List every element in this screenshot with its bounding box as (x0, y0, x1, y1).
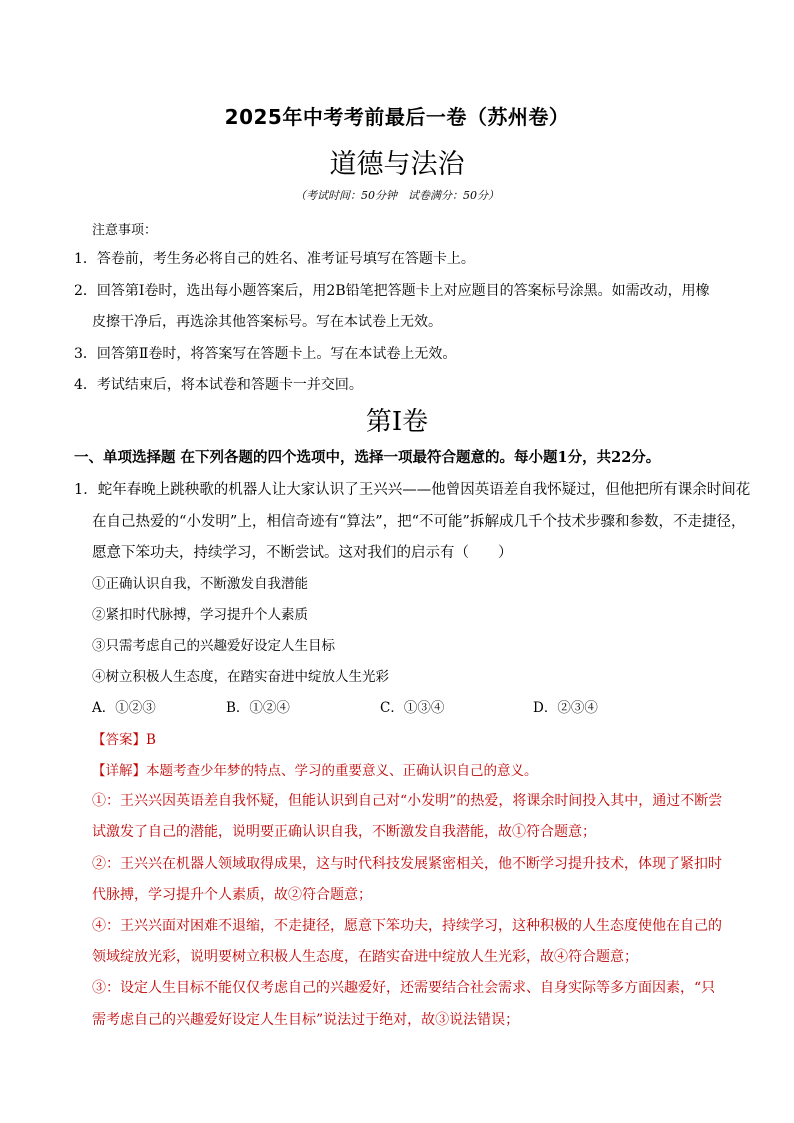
subject-title: 道德与法治 (329, 149, 465, 180)
option-b: B．①②④ (226, 700, 290, 716)
notice-item-continued: 皮擦干净后，再选涂其他答案标号。写在本试卷上无效。 (92, 314, 442, 330)
statement-2: ②紧扣时代脉搏，学习提升个人素质 (92, 607, 308, 623)
notice-item: 4．考试结束后，将本试卷和答题卡一并交回。 (74, 377, 363, 393)
explanation-line: 需考虑自己的兴趣爱好设定人生目标”说法过于绝对，故③说法错误； (92, 1012, 520, 1028)
notice-item: 3．回答第Ⅱ卷时，将答案写在答题卡上。写在本试卷上无效。 (74, 346, 457, 362)
option-c: C．①③④ (380, 700, 445, 716)
question-stem-line: 愿意下笨功夫，持续学习，不断尝试。这对我们的启示有（ ） (92, 545, 513, 561)
exam-info: （考试时间：50分钟 试卷满分：50分） (295, 189, 499, 202)
explanation-label: 【详解】 (92, 763, 146, 779)
explanation-line: 领域绽放光彩，说明要树立积极人生态度，在踏实奋进中绽放人生光彩，故④符合题意； (92, 949, 638, 965)
option-a: A．①②③ (92, 700, 156, 716)
section-heading: 一、单项选择题 在下列各题的四个选项中，选择一项最符合题意的。每小题1分，共22分。 (74, 449, 661, 466)
statement-3: ③只需考虑自己的兴趣爱好设定人生目标 (92, 638, 335, 654)
notice-item: 1．答卷前，考生务必将自己的姓名、准考证号填写在答题卡上。 (74, 251, 475, 267)
volume-title: 第Ⅰ卷 (365, 407, 429, 437)
explanation-summary (92, 759, 538, 779)
notice-heading: 注意事项： (92, 223, 158, 238)
explanation-line: ①：王兴兴因英语差自我怀疑，但能认识到自己对“小发明”的热爱，将课余时间投入其中，通过不断尝 (92, 793, 723, 809)
notice-item: 2．回答第Ⅰ卷时，选出每小题答案后，用2B铅笔把答题卡上对应题目的答案标号涂黑。如需改动，用橡 (74, 283, 710, 299)
statement-4: ④树立积极人生态度，在踏实奋进中绽放人生光彩 (92, 669, 389, 685)
explanation-line: ④：王兴兴面对困难不退缩，不走捷径，愿意下笨功夫，持续学习，这种积极的人生态度使他在自己的 (92, 918, 722, 934)
option-d: D．②③④ (533, 700, 598, 716)
explanation-line: 代脉搏，学习提升个人素质，故②符合题意； (92, 887, 372, 903)
answer: 【答案】B (92, 732, 156, 748)
exam-title: 2025年中考考前最后一卷（苏州卷） (224, 105, 570, 129)
explanation-line: 试激发了自己的潜能，说明要正确认识自我，不断激发自我潜能，故①符合题意； (92, 824, 596, 840)
explanation-line: ③：设定人生目标不能仅仅考虑自己的兴趣爱好，还需要结合社会需求、自身实际等多方面因素，“只 (92, 980, 716, 996)
explanation-line: ②：王兴兴在机器人领域取得成果，这与时代科技发展紧密相关，他不断学习提升技术，体现了紧扣时 (92, 856, 722, 872)
question-stem-line: 在自己热爱的“小发明”上，相信奇迹有“算法”，把“不可能”拆解成几千个技术步骤和参数，不走捷径， (92, 514, 746, 530)
explanation-summary-text: 本题考查少年梦的特点、学习的重要意义、正确认识自己的意义。 (146, 763, 538, 779)
question-stem-line: 1．蛇年春晚上跳秧歌的机器人让大家认识了王兴兴——他曾因英语差自我怀疑过，但他把所有课余时间花 (74, 482, 751, 498)
statement-1: ①正确认识自我，不断激发自我潜能 (92, 576, 308, 592)
